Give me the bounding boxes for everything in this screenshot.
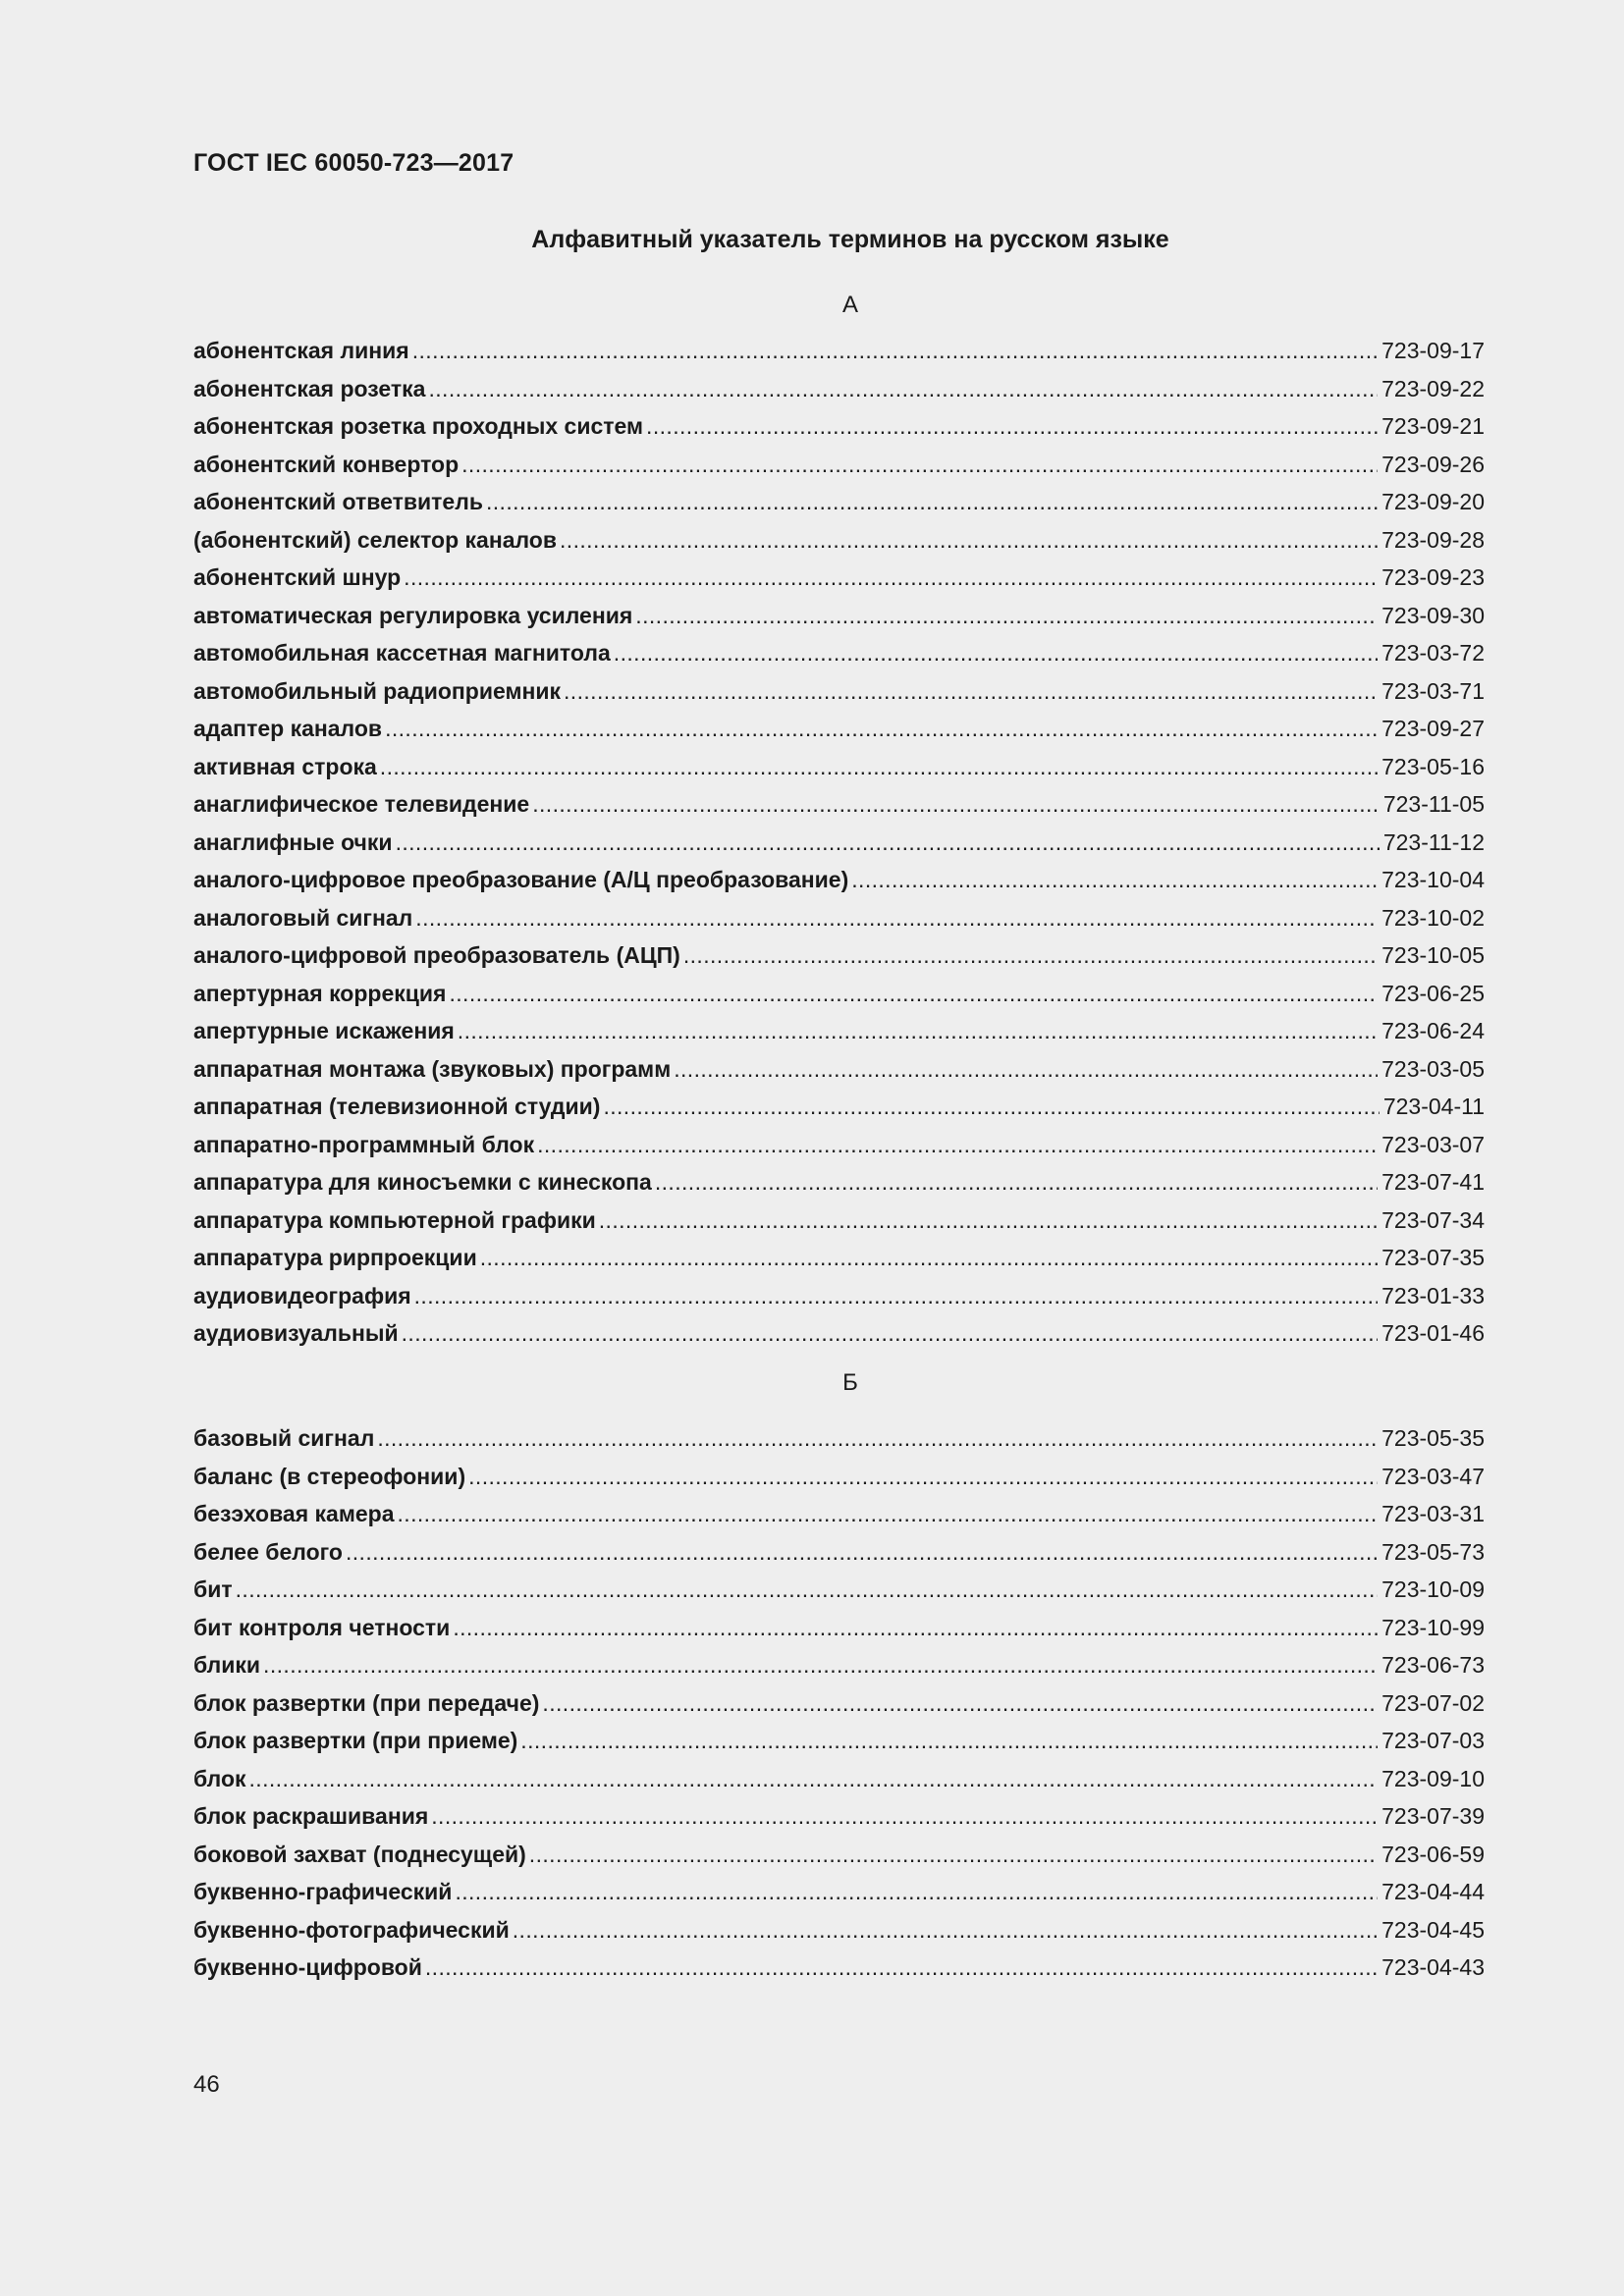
dot-leader xyxy=(635,597,1378,635)
entry-term: белее белого xyxy=(193,1538,343,1565)
index-entry xyxy=(193,824,1485,862)
dot-leader xyxy=(404,559,1378,597)
index-entry xyxy=(193,1201,1485,1240)
index-entry xyxy=(193,1797,1485,1836)
section-letter-heading: Б xyxy=(842,1369,858,1396)
dot-leader xyxy=(513,1911,1378,1949)
entry-code: 723-09-17 xyxy=(1381,338,1485,363)
entry-term: буквенно-цифровой xyxy=(193,1954,422,1980)
index-entry xyxy=(193,521,1485,560)
entry-term: автомобильный радиоприемник xyxy=(193,677,562,704)
index-entry xyxy=(193,1419,1485,1458)
dot-leader xyxy=(851,861,1378,899)
entry-code: 723-05-16 xyxy=(1381,753,1485,779)
entry-code: 723-03-05 xyxy=(1381,1055,1485,1082)
entry-code: 723-11-12 xyxy=(1382,828,1485,855)
dot-leader xyxy=(396,824,1380,862)
index-entry xyxy=(193,483,1485,521)
entry-code: 723-07-35 xyxy=(1381,1245,1485,1270)
dot-leader xyxy=(449,975,1378,1013)
entry-term: активная строка xyxy=(193,753,377,779)
index-entry xyxy=(193,672,1485,711)
entry-term: анаглифные очки xyxy=(193,828,393,855)
entry-term: блок развертки (при приеме) xyxy=(193,1728,518,1753)
entry-code: 723-04-11 xyxy=(1382,1094,1485,1119)
entry-term: адаптер каналов xyxy=(193,716,383,741)
entry-code: 723-09-27 xyxy=(1381,716,1485,741)
entry-term: абонентская розетка xyxy=(193,375,426,401)
entry-term: аппаратура для киносъемки с кинескопа xyxy=(193,1169,652,1195)
entry-term: аппаратная (телевизионной студии) xyxy=(193,1094,601,1119)
entry-term: абонентский шнур xyxy=(193,564,402,590)
index-entry xyxy=(193,1239,1485,1277)
index-entry xyxy=(193,1495,1485,1533)
index-entry xyxy=(193,1314,1485,1353)
dot-leader xyxy=(428,370,1378,408)
dot-leader xyxy=(560,521,1378,560)
entry-code: 723-01-33 xyxy=(1381,1282,1485,1308)
dot-leader xyxy=(455,1873,1378,1911)
dot-leader xyxy=(542,1684,1378,1723)
entry-code: 723-04-44 xyxy=(1381,1879,1485,1904)
entry-term: аналого-цифровое преобразование (А/Ц преобразование) xyxy=(193,867,849,892)
index-entry xyxy=(193,899,1485,937)
entry-term: блок развертки (при передаче) xyxy=(193,1689,540,1716)
entry-term: аналого-цифровой преобразователь (АЦП) xyxy=(193,942,680,968)
entry-term: боковой захват (поднесущей) xyxy=(193,1841,526,1867)
entry-code: 723-04-45 xyxy=(1381,1916,1485,1943)
dot-leader xyxy=(236,1571,1379,1609)
index-entry xyxy=(193,936,1485,975)
dot-leader xyxy=(655,1163,1378,1201)
section-letter-heading: А xyxy=(841,292,858,318)
entry-code: 723-09-26 xyxy=(1381,451,1485,477)
entry-code: 723-03-72 xyxy=(1381,640,1485,666)
entry-code: 723-03-47 xyxy=(1381,1463,1485,1489)
entry-term: (абонентский) селектор каналов xyxy=(193,526,557,553)
entry-code: 723-09-22 xyxy=(1381,375,1485,401)
index-title: Алфавитный указатель терминов на русском языке xyxy=(531,226,1169,253)
entry-term: буквенно-графический xyxy=(193,1879,453,1904)
index-entry xyxy=(193,1949,1485,1987)
entry-term: аппаратная монтажа (звуковых) программ xyxy=(193,1055,672,1082)
entry-code: 723-09-10 xyxy=(1381,1765,1485,1791)
index-entry xyxy=(193,559,1485,597)
index-entry xyxy=(193,1722,1485,1760)
entry-term: блок раскрашивания xyxy=(193,1803,429,1829)
dot-leader xyxy=(683,936,1378,975)
entry-term: аппаратура компьютерной графики xyxy=(193,1206,596,1233)
entry-term: баланс (в стереофонии) xyxy=(193,1463,466,1489)
entry-code: 723-10-04 xyxy=(1381,867,1485,892)
index-entry xyxy=(193,332,1485,370)
entry-term: базовый сигнал xyxy=(193,1425,375,1451)
entry-term: автомобильная кассетная магнитола xyxy=(193,640,611,666)
index-entry xyxy=(193,1088,1485,1126)
entry-term: буквенно-фотографический xyxy=(193,1916,510,1943)
entry-code: 723-10-09 xyxy=(1381,1576,1485,1602)
dot-leader xyxy=(674,1050,1378,1089)
dot-leader xyxy=(380,748,1378,786)
entry-code: 723-04-43 xyxy=(1381,1954,1485,1980)
index-entry xyxy=(193,370,1485,408)
entry-code: 723-03-31 xyxy=(1381,1501,1485,1526)
dot-leader xyxy=(532,785,1380,824)
entry-term: блок xyxy=(193,1765,246,1791)
dot-leader xyxy=(614,634,1378,672)
index-entry xyxy=(193,1458,1485,1496)
dot-leader xyxy=(414,1277,1379,1315)
index-entry xyxy=(193,1836,1485,1874)
dot-leader xyxy=(646,407,1378,446)
dot-leader xyxy=(520,1722,1378,1760)
entry-code: 723-01-46 xyxy=(1381,1320,1485,1346)
index-entry xyxy=(193,975,1485,1013)
entry-term: апертурная коррекция xyxy=(193,980,447,1006)
page-number: 46 xyxy=(193,2071,220,2098)
entry-code: 723-09-21 xyxy=(1381,413,1485,439)
dot-leader xyxy=(564,672,1378,711)
index-entry xyxy=(193,1684,1485,1723)
entry-code: 723-09-23 xyxy=(1381,564,1485,590)
entry-code: 723-11-05 xyxy=(1382,791,1485,817)
entry-code: 723-10-99 xyxy=(1381,1614,1485,1640)
dot-leader xyxy=(529,1836,1378,1874)
dot-leader xyxy=(461,446,1378,484)
entry-code: 723-10-05 xyxy=(1381,942,1485,968)
index-entry xyxy=(193,1609,1485,1647)
index-entry xyxy=(193,407,1485,446)
entry-code: 723-03-07 xyxy=(1381,1131,1485,1157)
dot-leader xyxy=(468,1458,1378,1496)
index-entry xyxy=(193,1533,1485,1572)
index-entry xyxy=(193,597,1485,635)
entry-code: 723-07-34 xyxy=(1381,1206,1485,1233)
dot-leader xyxy=(486,483,1378,521)
entry-code: 723-06-24 xyxy=(1381,1018,1485,1043)
entry-code: 723-06-73 xyxy=(1381,1652,1485,1678)
entry-term: абонентская розетка проходных систем xyxy=(193,413,644,439)
index-entry xyxy=(193,634,1485,672)
dot-leader xyxy=(425,1949,1378,1987)
entry-term: автоматическая регулировка усиления xyxy=(193,602,633,628)
entry-code: 723-07-03 xyxy=(1381,1728,1485,1753)
dot-leader xyxy=(346,1533,1378,1572)
entry-code: 723-07-41 xyxy=(1381,1169,1485,1195)
index-entry xyxy=(193,446,1485,484)
index-entry xyxy=(193,1050,1485,1089)
entry-code: 723-05-35 xyxy=(1381,1425,1485,1451)
entry-term: аналоговый сигнал xyxy=(193,904,413,931)
entry-code: 723-03-71 xyxy=(1381,677,1485,704)
entry-code: 723-07-39 xyxy=(1381,1803,1485,1829)
index-entry xyxy=(193,1277,1485,1315)
entry-code: 723-09-28 xyxy=(1381,526,1485,553)
entry-term: абонентская линия xyxy=(193,338,409,363)
entry-term: абонентский конвертор xyxy=(193,451,460,477)
index-entry xyxy=(193,1571,1485,1609)
entry-term: анаглифическое телевидение xyxy=(193,791,530,817)
entry-code: 723-06-25 xyxy=(1381,980,1485,1006)
entry-term: блики xyxy=(193,1652,261,1678)
entry-code: 723-06-59 xyxy=(1381,1841,1485,1867)
dot-leader xyxy=(453,1609,1378,1647)
document-code: ГОСТ IEC 60050-723—2017 xyxy=(193,149,514,177)
dot-leader xyxy=(377,1419,1378,1458)
dot-leader xyxy=(415,899,1378,937)
dot-leader xyxy=(402,1314,1379,1353)
index-entry xyxy=(193,1126,1485,1164)
index-entry xyxy=(193,1911,1485,1949)
dot-leader xyxy=(263,1646,1378,1684)
index-entry xyxy=(193,1012,1485,1050)
index-entry xyxy=(193,1646,1485,1684)
index-entry xyxy=(193,861,1485,899)
dot-leader xyxy=(537,1126,1378,1164)
entry-list-section-a xyxy=(193,332,1485,1353)
dot-leader xyxy=(249,1760,1379,1798)
entry-term: бит контроля четности xyxy=(193,1614,451,1640)
dot-leader xyxy=(385,710,1378,748)
entry-code: 723-10-02 xyxy=(1381,904,1485,931)
index-entry xyxy=(193,1760,1485,1798)
dot-leader xyxy=(599,1201,1378,1240)
entry-code: 723-09-30 xyxy=(1381,602,1485,628)
entry-code: 723-09-20 xyxy=(1381,489,1485,514)
entry-term: аудиовизуальный xyxy=(193,1320,399,1346)
entry-term: аппаратура рирпроекции xyxy=(193,1245,477,1270)
dot-leader xyxy=(431,1797,1378,1836)
index-entry xyxy=(193,1873,1485,1911)
dot-leader xyxy=(603,1088,1379,1126)
index-entry xyxy=(193,1163,1485,1201)
index-entry xyxy=(193,748,1485,786)
dot-leader xyxy=(397,1495,1378,1533)
entry-term: апертурные искажения xyxy=(193,1018,455,1043)
dot-leader xyxy=(412,332,1378,370)
entry-list-section-b xyxy=(193,1419,1485,1987)
dot-leader xyxy=(458,1012,1378,1050)
entry-term: аудиовидеография xyxy=(193,1282,411,1308)
entry-code: 723-07-02 xyxy=(1381,1689,1485,1716)
entry-term: абонентский ответвитель xyxy=(193,489,483,514)
entry-term: бит xyxy=(193,1576,233,1602)
entry-term: аппаратно-программный блок xyxy=(193,1131,535,1157)
index-entry xyxy=(193,710,1485,748)
index-entry xyxy=(193,785,1485,824)
dot-leader xyxy=(480,1239,1378,1277)
entry-code: 723-05-73 xyxy=(1381,1538,1485,1565)
entry-term: безэховая камера xyxy=(193,1501,395,1526)
